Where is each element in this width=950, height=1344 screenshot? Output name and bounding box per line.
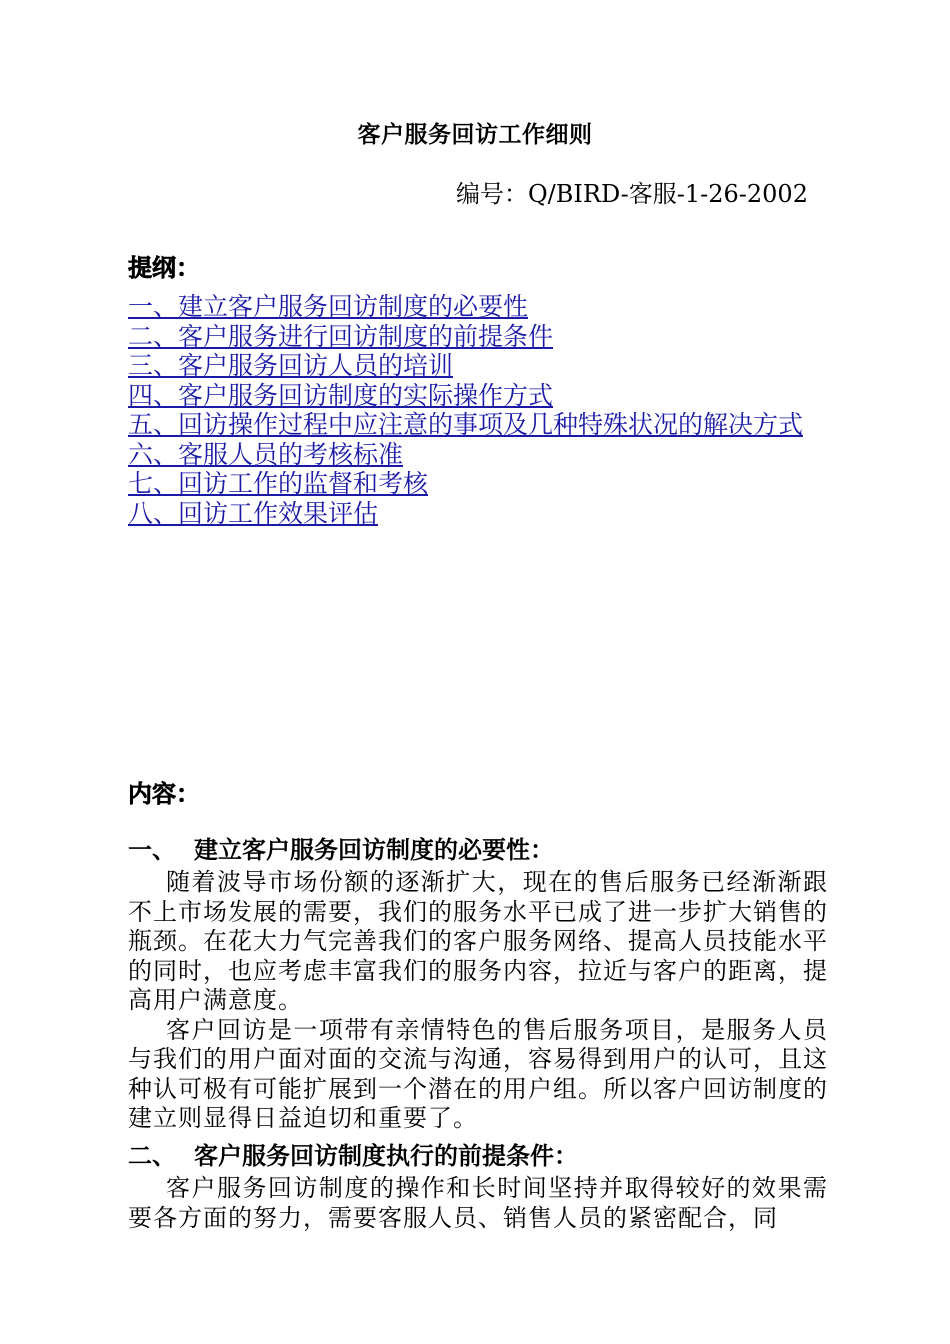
paragraph: 客户服务回访制度的操作和长时间坚持并取得较好的效果需要各方面的努力，需要客服人员、销售人员的紧密配合，同 xyxy=(128,1174,828,1232)
section-title xyxy=(128,832,828,868)
section-title xyxy=(128,1138,828,1174)
toc-link-4[interactable]: 四、客户服务回访制度的实际操作方式 xyxy=(128,380,554,410)
toc-link-6[interactable]: 六、客服人员的考核标准 xyxy=(128,439,404,469)
toc-item xyxy=(128,410,803,440)
section-title-text: 建立客户服务回访制度的必要性： xyxy=(194,835,554,864)
toc-item xyxy=(128,381,803,411)
toc-link-3[interactable]: 三、客户服务回访人员的培训 xyxy=(128,351,454,380)
table-of-contents xyxy=(128,292,803,528)
toc-item xyxy=(128,351,803,381)
paragraph: 随着波导市场份额的逐渐扩大，现在的售后服务已经渐渐跟不上市场发展的需要，我们的服务水平已成了进一步扩大销售的瓶颈。在花大力气完善我们的客户服务网络、提高人员技能水平的同时，也应考虑丰富我们的服务内容，拉近与客户的距离，提高用户满意度。 xyxy=(128,868,828,1014)
document-number: 编号：Q/BIRD-客服-1-26-2002 xyxy=(456,180,808,208)
outline-heading: 提纲： xyxy=(128,254,200,282)
toc-item xyxy=(128,440,803,470)
section-number: 二、 xyxy=(128,1141,176,1170)
paragraph: 客户回访是一项带有亲情特色的售后服务项目，是服务人员与我们的用户面对面的交流与沟通，容易得到用户的认可，且这种认可极有可能扩展到一个潜在的用户组。所以客户回访制度的建立则显得日益迫切和重要了。 xyxy=(128,1015,828,1132)
toc-item xyxy=(128,292,803,322)
toc-link-2[interactable]: 二、客户服务进行回访制度的前提条件 xyxy=(128,321,554,351)
toc-link-1[interactable]: 一、建立客户服务回访制度的必要性 xyxy=(128,292,529,321)
toc-item xyxy=(128,469,803,499)
document-title: 客户服务回访工作细则 xyxy=(357,121,593,148)
section-title-text: 客户服务回访制度执行的前提条件： xyxy=(194,1141,578,1170)
section-number: 一、 xyxy=(128,835,176,864)
toc-link-5[interactable]: 五、回访操作过程中应注意的事项及几种特殊状况的解决方式 xyxy=(128,410,804,439)
toc-item xyxy=(128,499,803,529)
toc-link-8[interactable]: 八、回访工作效果评估 xyxy=(128,498,379,528)
section-preconditions xyxy=(128,1138,828,1233)
content-heading: 内容： xyxy=(128,780,200,808)
toc-link-7[interactable]: 七、回访工作的监督和考核 xyxy=(128,469,429,498)
toc-item xyxy=(128,322,803,352)
section-necessity xyxy=(128,832,828,1134)
